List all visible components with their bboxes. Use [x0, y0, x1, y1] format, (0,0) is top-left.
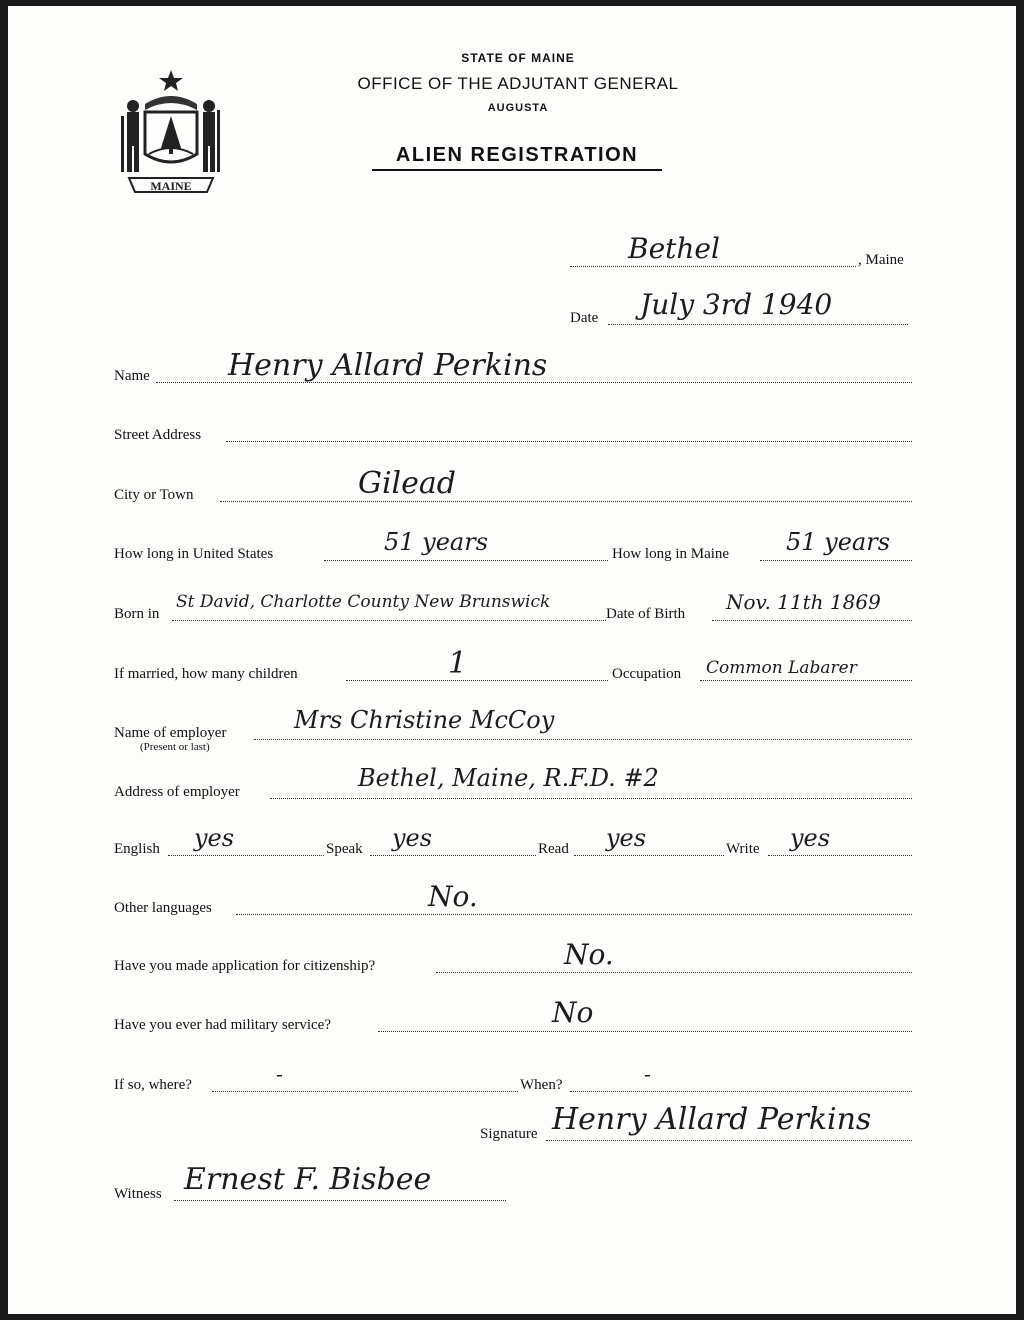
english-value: yes	[194, 824, 235, 852]
city-field-line	[220, 501, 912, 502]
military-value: No	[552, 996, 594, 1029]
english-field-line	[168, 855, 324, 856]
street-label: Street Address	[114, 427, 202, 443]
street-field-line	[226, 441, 912, 442]
form-title: ALIEN REGISTRATION	[372, 144, 662, 171]
signature-label: Signature	[480, 1126, 538, 1142]
city-heading: AUGUSTA	[487, 102, 549, 114]
employer-field-line	[254, 739, 912, 740]
witness-signature: Ernest F. Bisbee	[184, 1162, 432, 1197]
citizenship-value: No.	[564, 938, 614, 971]
born-in-label: Born in	[114, 606, 160, 622]
city-value: Gilead	[358, 466, 456, 501]
how-long-us-field-line	[324, 560, 608, 561]
signature-field-line	[546, 1140, 912, 1141]
employer-value: Mrs Christine McCoy	[294, 706, 555, 734]
occupation-label: Occupation	[612, 666, 682, 682]
maine-label: , Maine	[858, 252, 904, 268]
children-field-line	[346, 680, 608, 681]
occupation-value: Common Labarer	[706, 658, 857, 678]
born-in-value: St David, Charlotte County New Brunswick	[176, 592, 551, 612]
where-field-line	[212, 1091, 518, 1092]
employer-address-value: Bethel, Maine, R.F.D. #2	[358, 764, 659, 792]
registration-form	[8, 6, 1016, 1314]
citizenship-label: Have you made application for citizenship?	[114, 958, 376, 974]
when-field-line	[570, 1091, 912, 1092]
citizenship-field-line	[436, 972, 912, 973]
state-heading: STATE OF MAINE	[461, 51, 575, 65]
employer-note: (Present or last)	[140, 741, 210, 753]
seal-banner-label: MAINE	[150, 179, 192, 193]
other-languages-value: No.	[428, 880, 478, 913]
date-field-line	[608, 324, 908, 325]
children-value: 1	[448, 646, 468, 681]
read-field-line	[574, 855, 724, 856]
date-value: July 3rd 1940	[640, 288, 833, 321]
other-languages-label: Other languages	[114, 900, 212, 916]
date-of-birth-field-line	[712, 620, 912, 621]
born-in-field-line	[172, 620, 606, 621]
how-long-maine-label: How long in Maine	[612, 546, 730, 562]
name-value: Henry Allard Perkins	[228, 348, 548, 383]
military-field-line	[378, 1031, 912, 1032]
witness-field-line	[174, 1200, 506, 1201]
employer-address-field-line	[270, 798, 912, 799]
speak-value: yes	[392, 824, 433, 852]
speak-field-line	[370, 855, 536, 856]
english-label: English	[114, 841, 160, 857]
how-long-maine-value: 51 years	[786, 528, 891, 556]
office-heading: OFFICE OF THE ADJUTANT GENERAL	[357, 74, 679, 93]
write-label: Write	[726, 841, 760, 857]
applicant-signature: Henry Allard Perkins	[552, 1102, 872, 1137]
when-label: When?	[520, 1077, 563, 1093]
speak-label: Speak	[326, 841, 363, 857]
town-field-line	[570, 266, 856, 267]
date-of-birth-value: Nov. 11th 1869	[726, 590, 881, 614]
employer-label: Name of employer	[114, 725, 227, 741]
write-value: yes	[790, 824, 831, 852]
where-value: -	[276, 1062, 283, 1086]
date-of-birth-label: Date of Birth	[606, 606, 686, 622]
witness-label: Witness	[114, 1186, 162, 1202]
name-label: Name	[114, 368, 150, 384]
town-value: Bethel	[628, 232, 720, 265]
where-label: If so, where?	[114, 1077, 192, 1093]
military-label: Have you ever had military service?	[114, 1017, 331, 1033]
married-children-label: If married, how many children	[114, 666, 298, 682]
maine-state-seal	[115, 66, 227, 198]
how-long-us-label: How long in United States	[114, 546, 274, 562]
read-value: yes	[606, 824, 647, 852]
when-value: -	[644, 1062, 651, 1086]
how-long-us-value: 51 years	[384, 528, 489, 556]
occupation-field-line	[700, 680, 912, 681]
how-long-maine-field-line	[760, 560, 912, 561]
write-field-line	[768, 855, 912, 856]
employer-address-label: Address of employer	[114, 784, 240, 800]
other-languages-field-line	[236, 914, 912, 915]
read-label: Read	[538, 841, 569, 857]
date-label: Date	[570, 310, 599, 326]
city-label: City or Town	[114, 487, 194, 503]
